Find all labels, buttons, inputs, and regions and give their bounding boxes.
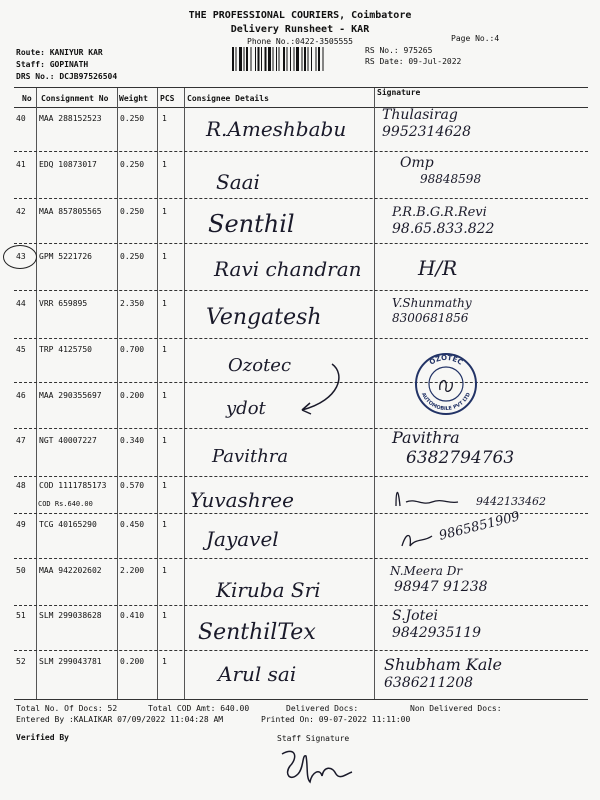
row-42-no: 42 [16,207,26,216]
row-46-no: 46 [16,391,26,400]
row-52-consignee: Arul sai [218,662,297,686]
row-52-consignment: SLM 299043781 [39,657,102,666]
row-52-no: 52 [16,657,26,666]
row-50-consignment: MAA 942202602 [39,566,102,575]
staff-signature-label: Staff Signature [277,734,350,743]
row-47-consignee: Pavithra [212,446,289,467]
route-label: Route: KANIYUR KAR [16,48,103,57]
row-divider [14,605,588,606]
row-46-weight: 0.200 [120,391,145,400]
table-header-rule [14,107,588,108]
row-47-pcs: 1 [162,436,167,445]
row-42-weight: 0.250 [120,207,145,216]
row-45-consignee: Ozotec [228,355,292,376]
col-header-no: No [22,94,32,103]
row-48-no: 48 [16,481,26,490]
phone-number: Phone No.:0422-3505555 [247,37,353,46]
row-43-signature: H/R [418,256,458,280]
row-divider [14,243,588,244]
barcode [232,47,360,71]
row-divider [14,476,588,477]
row-44-consignment: VRR 659895 [39,299,88,308]
row-40-consignee: R.Ameshbabu [206,117,347,141]
row-divider [14,290,588,291]
row-42-consignee: Senthil [208,210,295,238]
document-title: THE PROFESSIONAL COURIERS, Coimbatore [188,10,412,21]
row-44-pcs: 1 [162,299,167,308]
row-51-weight: 0.410 [120,611,145,620]
row-divider [14,198,588,199]
row-51-pcs: 1 [162,611,167,620]
row-40-no: 40 [16,114,26,123]
col-header-consignment: Consignment No [41,94,109,103]
row-41-pcs: 1 [162,160,167,169]
row-47-signature: Pavithra 6382794763 [392,428,515,468]
row-48-consignment: COD 1111785173 [39,481,107,490]
col-divider [36,88,37,699]
row-43-pcs: 1 [162,252,167,261]
staff-signature-scribble [276,744,356,788]
row-45-no: 45 [16,345,26,354]
row-43-no: 43 [16,252,26,261]
total-cod-amount: Total COD Amt: 640.00 [148,704,250,713]
row-49-weight: 0.450 [120,520,145,529]
col-divider [184,88,185,699]
row-41-consignee: Saai [216,170,260,194]
row-46-consignee: ydot [226,398,266,419]
row-51-signature: S.Jotei 9842935119 [392,608,482,641]
table-bottom-rule [14,699,588,700]
row-48-signature-scribble [392,480,472,510]
row-divider [14,558,588,559]
entered-by: Entered By :KALAIKAR 07/09/2022 11:04:28 AM [16,715,224,724]
col-header-weight: Weight [119,94,148,103]
row-50-pcs: 1 [162,566,167,575]
row-52-signature: Shubham Kale 6386211208 [384,655,502,691]
row-47-consignment: NGT 40007227 [39,436,97,445]
drs-number: DRS No.: DCJB97526504 [16,72,118,81]
printed-on: Printed On: 09-07-2022 11:11:00 [261,715,411,724]
row-41-signature: Omp 98848598 [400,155,482,186]
row-49-pcs: 1 [162,520,167,529]
row-42-consignment: MAA 857805565 [39,207,102,216]
col-header-pcs: PCS [160,94,175,103]
row-45-weight: 0.700 [120,345,145,354]
row-43-consignment: GPM 5221726 [39,252,92,261]
row-40-weight: 0.250 [120,114,145,123]
row-45-pcs: 1 [162,345,167,354]
document-subtitle: Delivery Runsheet - KAR [230,24,370,35]
row-41-weight: 0.250 [120,160,145,169]
row-45-consignment: TRP 4125750 [39,345,92,354]
row-divider [14,650,588,651]
row-51-consignment: SLM 299038628 [39,611,102,620]
row-50-consignee: Kiruba Sri [216,578,321,602]
row-50-weight: 2.200 [120,566,145,575]
row-46-pcs: 1 [162,391,167,400]
row-43-consignee: Ravi chandran [214,257,362,281]
row-44-no: 44 [16,299,26,308]
row-46-consignment: MAA 290355697 [39,391,102,400]
col-divider [157,88,158,699]
arrow-mark [290,360,350,420]
stamp-bottom-text: AUTOMOBILE PVT LTD [420,391,473,413]
row-51-no: 51 [16,611,26,620]
row-49-signature-scribble [398,528,438,552]
rs-date: RS Date: 09-Jul-2022 [365,57,462,66]
row-40-consignment: MAA 288152523 [39,114,102,123]
row-50-signature: N.Meera Dr 98947 91238 [390,564,488,595]
total-docs: Total No. Of Docs: 52 [16,704,118,713]
row-49-no: 49 [16,520,26,529]
row-48-pcs: 1 [162,481,167,490]
stamp-top-text: OZOTEC [428,353,464,367]
row-44-weight: 2.350 [120,299,145,308]
row-48-consignee: Yuvashree [190,488,294,512]
delivered-docs: Delivered Docs: [286,704,359,713]
row-42-signature: P.R.B.G.R.Revi 98.65.833.822 [392,205,495,237]
row-48-weight: 0.570 [120,481,145,490]
col-divider [117,88,118,699]
staff-label: Staff: GOPINATH [16,60,89,69]
row-divider [14,151,588,152]
row-48-signature: 9442133462 [476,495,546,508]
row-44-signature: V.Shunmathy 8300681856 [392,296,472,325]
col-header-consignee: Consignee Details [187,94,269,103]
rs-number: RS No.: 975265 [365,46,433,55]
row-52-pcs: 1 [162,657,167,666]
row-41-no: 41 [16,160,26,169]
col-divider [374,88,375,699]
page-number: Page No.:4 [451,34,500,43]
row-49-signature: 9865851909 [437,509,522,544]
table-top-rule [14,87,588,88]
row-48-cod-note: COD Rs.640.00 [38,500,93,508]
row-40-pcs: 1 [162,114,167,123]
non-delivered-docs: Non Delivered Docs: [410,704,502,713]
row-49-consignment: TCG 40165290 [39,520,97,529]
verified-by-label: Verified By [16,733,69,742]
row-47-no: 47 [16,436,26,445]
row-50-no: 50 [16,566,26,575]
col-header-signature: Signature [377,88,421,97]
row-41-consignment: EDQ 10873017 [39,160,97,169]
row-44-consignee: Vengatesh [206,305,322,330]
row-40-signature: Thulasirag 9952314628 [382,107,472,140]
row-52-weight: 0.200 [120,657,145,666]
row-divider [14,338,588,339]
company-stamp [414,352,478,416]
row-43-weight: 0.250 [120,252,145,261]
row-42-pcs: 1 [162,207,167,216]
row-47-weight: 0.340 [120,436,145,445]
row-51-consignee: SenthilTex [198,620,316,645]
row-49-consignee: Jayavel [206,527,279,551]
